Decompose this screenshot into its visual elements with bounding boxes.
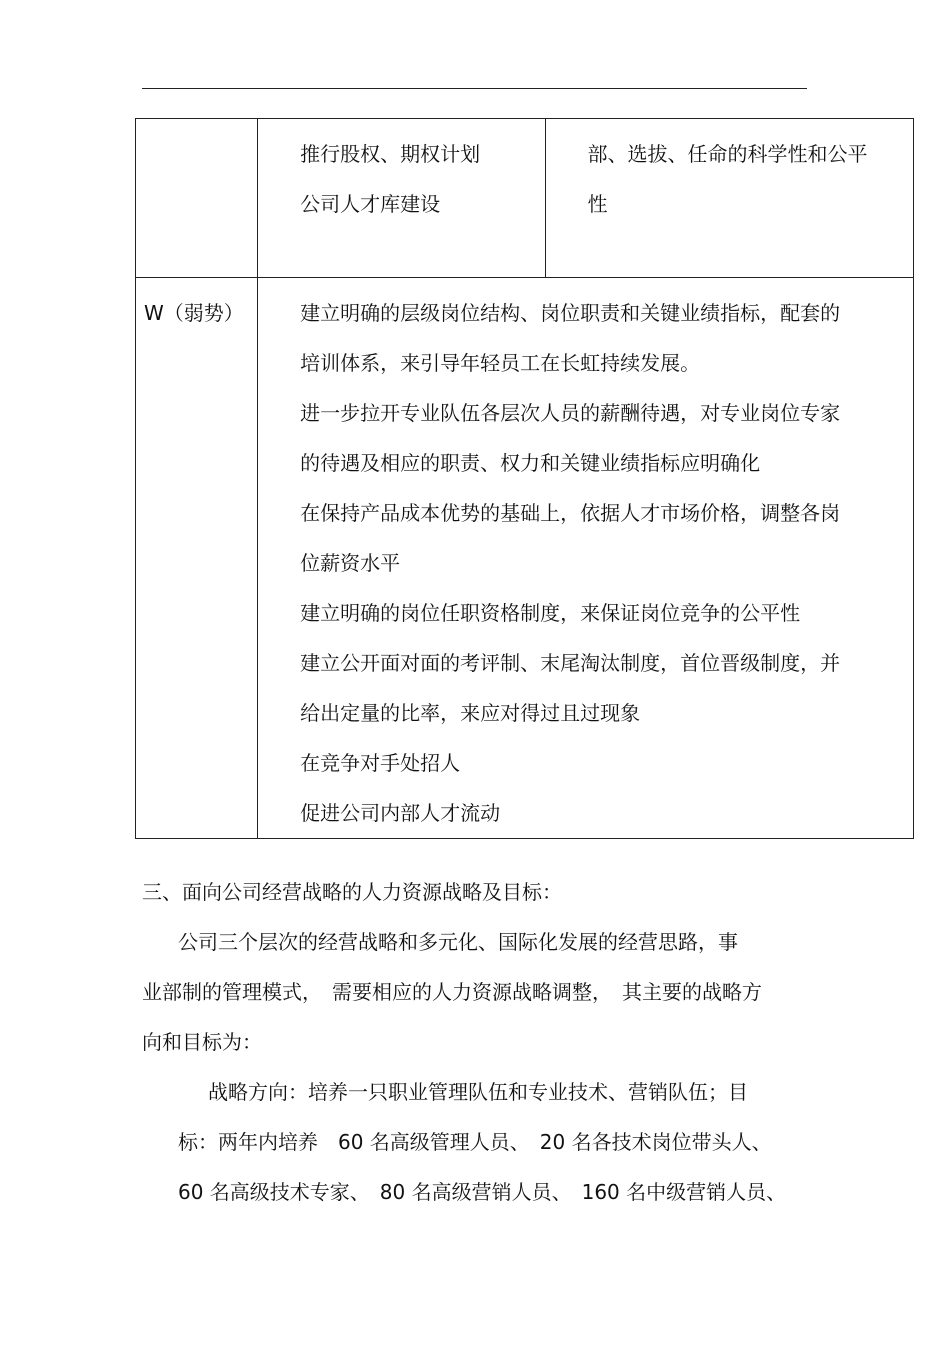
measure-line: 在竞争对手处招人 xyxy=(300,751,461,775)
section-heading: 三、面向公司经营战略的人力资源战略及目标： xyxy=(142,880,562,904)
paragraph-line: 标：两年内培养 60 名高级管理人员、 20 名各技术岗位带头人、 xyxy=(178,1130,772,1154)
paragraph-line: 60 名高级技术专家、 80 名高级营销人员、 160 名中级营销人员、 xyxy=(178,1180,787,1204)
cell-weakness-measures xyxy=(258,278,914,839)
cell-notes xyxy=(545,119,913,278)
measure-line: 在保持产品成本优势的基础上，依据人才市场价格，调整各岗 xyxy=(300,501,841,525)
measure-line: 给出定量的比率，来应对得过且过现象 xyxy=(300,701,641,725)
measure-line: 的待遇及相应的职责、权力和关键业绩指标应明确化 xyxy=(300,451,761,475)
action-item: 推行股权、期权计划 xyxy=(300,142,481,166)
measure-line: 位薪资水平 xyxy=(300,551,401,575)
note-text: 部、选拔、任命的科学性和公平 xyxy=(587,142,868,166)
row-label-weakness: W（弱势） xyxy=(136,278,258,839)
note-text: 性 xyxy=(587,192,608,216)
paragraph-line: 公司三个层次的经营战略和多元化、国际化发展的经营思路，事 xyxy=(178,930,738,954)
header-rule xyxy=(142,88,807,89)
section-three xyxy=(142,867,822,1217)
row-label-empty xyxy=(136,119,258,278)
action-item: 公司人才库建设 xyxy=(300,192,441,216)
measure-line: 促进公司内部人才流动 xyxy=(300,801,501,825)
measure-line: 进一步拉开专业队伍各层次人员的薪酬待遇，对专业岗位专家 xyxy=(300,401,841,425)
measure-line: 建立公开面对面的考评制、末尾淘汰制度，首位晋级制度，并 xyxy=(300,651,841,675)
table-row-weaknesses xyxy=(136,278,914,839)
table-row-opportunities-continued xyxy=(136,119,914,278)
measure-line: 建立明确的层级岗位结构、岗位职责和关键业绩指标，配套的 xyxy=(300,301,841,325)
paragraph-line: 业部制的管理模式， 需要相应的人力资源战略调整， 其主要的战略方 xyxy=(142,980,762,1004)
measure-line: 建立明确的岗位任职资格制度，来保证岗位竞争的公平性 xyxy=(300,601,801,625)
paragraph-line: 战略方向：培养一只职业管理队伍和专业技术、营销队伍；目 xyxy=(208,1080,748,1104)
swot-table xyxy=(135,118,914,839)
paragraph-line: 向和目标为： xyxy=(142,1030,262,1054)
measure-line: 培训体系，来引导年轻员工在长虹持续发展。 xyxy=(300,351,701,375)
cell-actions xyxy=(258,119,545,278)
